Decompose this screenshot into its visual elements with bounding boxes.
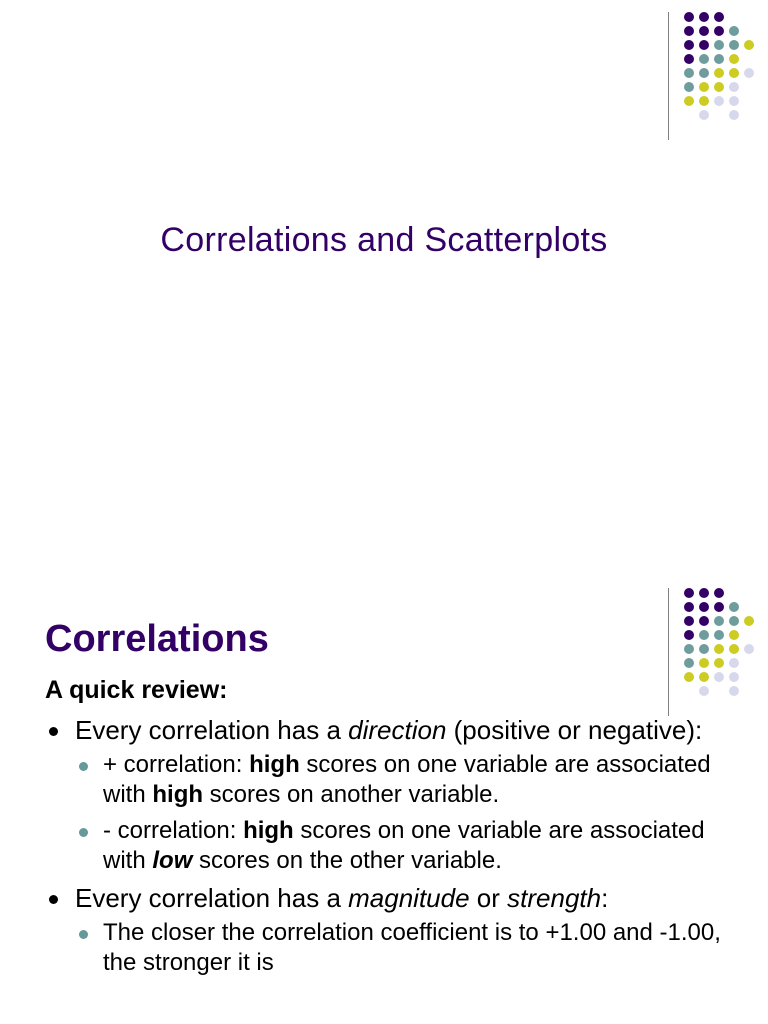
decor-dot — [684, 96, 694, 106]
decor-dot — [684, 616, 694, 626]
dot-grid-decoration — [684, 588, 756, 700]
decor-dot — [744, 40, 754, 50]
decor-dot — [699, 110, 709, 120]
decor-dot — [684, 644, 694, 654]
decor-dot — [714, 658, 724, 668]
decor-dot — [729, 672, 739, 682]
decor-dot — [714, 68, 724, 78]
decor-dot — [729, 644, 739, 654]
decor-dot — [714, 40, 724, 50]
decor-dot — [684, 588, 694, 598]
decor-dot — [729, 40, 739, 50]
decor-dot — [729, 602, 739, 612]
decor-dot — [714, 82, 724, 92]
decor-dot — [684, 12, 694, 22]
decor-dot — [699, 602, 709, 612]
dot-grid-decoration — [684, 12, 756, 124]
decor-dot — [729, 110, 739, 120]
decor-dot — [714, 12, 724, 22]
decor-dot — [699, 68, 709, 78]
decor-dot — [729, 26, 739, 36]
decor-dot — [699, 96, 709, 106]
decor-dot — [729, 68, 739, 78]
decor-dot — [699, 40, 709, 50]
bullet-magnitude: Every correlation has a magnitude or strength: — [45, 882, 745, 914]
decor-dot — [699, 630, 709, 640]
decor-dot — [714, 588, 724, 598]
decor-dot — [714, 26, 724, 36]
sub-bullet-positive: + correlation: high scores on one variable are associated with high scores on another variable. — [45, 750, 745, 810]
decor-dot — [714, 644, 724, 654]
slide-title: Correlations — [45, 618, 269, 660]
decor-dot — [699, 644, 709, 654]
slide-title: Correlations and Scatterplots — [160, 221, 608, 259]
decor-dot — [684, 26, 694, 36]
decor-dot — [714, 630, 724, 640]
decor-dot — [714, 616, 724, 626]
decor-dot — [744, 644, 754, 654]
slide-body — [45, 714, 745, 984]
decor-dot — [699, 588, 709, 598]
vertical-divider — [668, 588, 669, 716]
decor-dot — [699, 686, 709, 696]
decor-dot — [744, 616, 754, 626]
decor-dot — [684, 672, 694, 682]
slide-2 — [0, 576, 768, 1024]
vertical-divider — [668, 12, 669, 140]
sub-bullet-negative: - correlation: high scores on one variable are associated with low scores on the other variable. — [45, 816, 745, 876]
decor-dot — [714, 602, 724, 612]
decor-dot — [684, 630, 694, 640]
decor-dot — [729, 658, 739, 668]
decor-dot — [684, 602, 694, 612]
bullet-direction: Every correlation has a direction (positive or negative): — [45, 714, 745, 746]
decor-dot — [699, 616, 709, 626]
decor-dot — [714, 54, 724, 64]
decor-dot — [714, 672, 724, 682]
decor-dot — [699, 82, 709, 92]
decor-dot — [684, 658, 694, 668]
decor-dot — [729, 96, 739, 106]
sub-bullet-coefficient: The closer the correlation coefficient is to +1.00 and -1.00, the stronger it is — [45, 918, 745, 978]
decor-dot — [729, 630, 739, 640]
decor-dot — [684, 54, 694, 64]
decor-dot — [729, 54, 739, 64]
decor-dot — [684, 68, 694, 78]
decor-dot — [729, 686, 739, 696]
decor-dot — [684, 82, 694, 92]
decor-dot — [684, 40, 694, 50]
decor-dot — [699, 12, 709, 22]
decor-dot — [714, 96, 724, 106]
decor-dot — [729, 616, 739, 626]
decor-dot — [699, 26, 709, 36]
decor-dot — [699, 672, 709, 682]
decor-dot — [729, 82, 739, 92]
decor-dot — [699, 658, 709, 668]
decor-dot — [699, 54, 709, 64]
slide-subtitle: A quick review: — [45, 676, 228, 704]
decor-dot — [744, 68, 754, 78]
